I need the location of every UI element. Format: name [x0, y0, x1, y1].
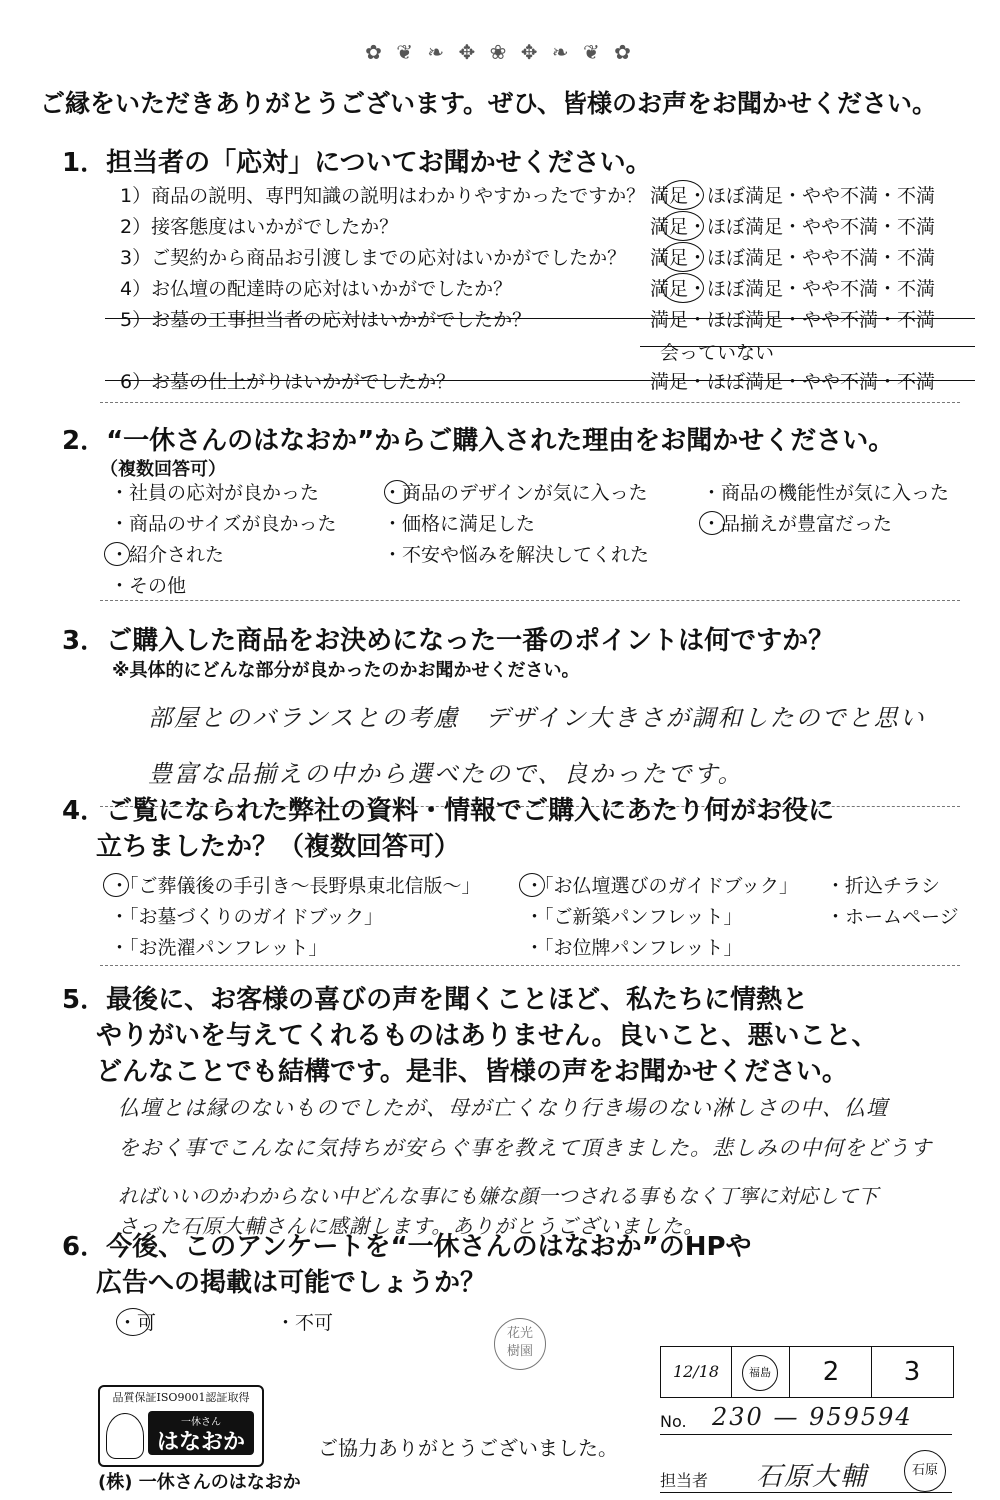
- intro-text: ご縁をいただきありがとうございます。ぜひ、皆様のお声をお聞かせください。: [40, 89, 938, 118]
- q2-option-5: ・価格に満足した: [383, 513, 536, 535]
- monk-mascot-icon: [106, 1413, 144, 1459]
- q5-title-line-2: やりがいを与えてくれるものはありません。良いこと、悪いこと、: [96, 1021, 878, 1051]
- q1-item-3: 3）ご契約から商品お引渡しまでの応対はいかがでしたか？: [120, 247, 627, 269]
- q1-strike-5: [105, 318, 975, 319]
- q2-title: 2．“一休さんのはなおか”からご購入された理由をお聞かせください。: [62, 426, 895, 456]
- q1-rating-6: 満足・ほぼ満足・やや不満・不満: [650, 371, 936, 393]
- q4-option-1: ・「ご葬儀後の手引き～長野県東北信版～」: [110, 875, 481, 897]
- q1-item-1: 1）商品の説明、専門知識の説明はわかりやすかったですか？: [120, 185, 646, 207]
- q1-answer-circle-2: [662, 211, 704, 241]
- q2-option-4: ・商品のサイズが良かった: [110, 513, 337, 535]
- q3-note: ※具体的にどんな部分が良かったのかお聞かせください。: [112, 660, 580, 681]
- q4-option-3: ・折込チラシ: [826, 875, 941, 897]
- logo-small-text: 一休さん: [181, 1417, 221, 1428]
- q5-answer-line-4: さった石原大輔さんに感謝します。ありがとうございました。: [118, 1214, 705, 1238]
- q3-answer-line-2: 豊富な品揃えの中から選べたので、良かったです。: [148, 760, 744, 788]
- q6-option-yes: ・可: [118, 1312, 157, 1334]
- q4-option-7: ・「お洗濯パンフレット」: [110, 937, 328, 959]
- record-no-value: 230 — 959594: [712, 1403, 913, 1431]
- record-cell-2: 3: [871, 1347, 952, 1397]
- record-seal: 福島: [742, 1355, 778, 1391]
- q6-answer-circle-yes: [116, 1308, 150, 1336]
- q1-not-met-note: 会っていない: [660, 342, 775, 364]
- q4-option-5: ・「ご新築パンフレット」: [525, 906, 743, 928]
- q5-title-line-3: どんなことでも結構です。是非、皆様の声をお聞かせください。: [96, 1057, 848, 1087]
- divider-1: [100, 402, 960, 403]
- q1-rating-2: 満足・ほぼ満足・やや不満・不満: [650, 216, 936, 238]
- q1-rating-5: 満足・ほぼ満足・やや不満・不満: [650, 309, 936, 331]
- q1-rating-4: 満足・ほぼ満足・やや不満・不満: [650, 278, 936, 300]
- q2-note: （複数回答可）: [100, 459, 226, 480]
- staff-underline: [660, 1492, 952, 1493]
- staff-label: 担当者: [660, 1471, 709, 1490]
- q6-title-line-2: 広告への掲載は可能でしょうか？: [96, 1268, 487, 1298]
- q3-answer-line-1: 部屋とのバランスとの考慮 デザイン大きさが調和したのでと思い: [148, 704, 926, 732]
- store-stamp: 花光 樹園: [494, 1318, 546, 1370]
- q2-option-1: ・社員の応対が良かった: [110, 482, 320, 504]
- q2-answer-circle-variety: [699, 511, 725, 535]
- q1-rating-1: 満足・ほぼ満足・やや不満・不満: [650, 185, 936, 207]
- company-logo: [98, 1385, 264, 1467]
- q4-option-4: ・「お墓づくりのガイドブック」: [110, 906, 384, 928]
- q1-strike-6: [105, 380, 975, 381]
- staff-seal: 石原: [904, 1450, 946, 1492]
- q4-option-6: ・ホームページ: [826, 906, 959, 928]
- q4-title-line-2: 立ちましたか？（複数回答可）: [96, 832, 461, 862]
- logo-main-text: はなおか: [156, 1430, 245, 1455]
- divider-2: [100, 600, 960, 601]
- q1-answer-circle-1: [662, 180, 704, 210]
- q4-answer-circle-butsudan-guide: [519, 873, 545, 897]
- record-box: [660, 1346, 954, 1398]
- q5-answer-line-1: 仏壇とは縁のないものでしたが、母が亡くなり行き場のない淋しさの中、仏壇: [118, 1096, 888, 1120]
- q2-option-8: ・不安や悩みを解決してくれた: [383, 544, 650, 566]
- q4-option-8: ・「お位牌パンフレット」: [525, 937, 743, 959]
- q4-title-line-1: 4．ご覧になられた弊社の資料・情報でご購入にあたり何がお役に: [62, 796, 835, 826]
- q2-answer-circle-design: [384, 480, 410, 504]
- q1-item-6: 6）お墓の仕上がりはいかがでしたか？: [120, 371, 456, 393]
- q2-option-6: ・品揃えが豊富だった: [702, 513, 893, 535]
- footer-thanks: ご協力ありがとうございました。: [318, 1436, 618, 1460]
- record-cell-1: 2: [789, 1347, 872, 1397]
- record-seal-cell: [731, 1347, 790, 1397]
- q1-item-2: 2）接客態度はいかがでしたか？: [120, 216, 399, 238]
- footer-company: (株) 一休さんのはなおか: [98, 1472, 301, 1493]
- q4-answer-circle-funeral-guide: [103, 873, 129, 897]
- q6-title-line-1: 6．今後、このアンケートを“一休さんのはなおか”のHPや: [62, 1232, 752, 1262]
- q2-option-7: ・紹介された: [110, 544, 225, 566]
- q5-answer-line-2: をおく事でこんなに気持ちが安らぐ事を教えて頂きました。悲しみの中何をどうす: [118, 1136, 932, 1160]
- record-no-label: No.: [660, 1412, 687, 1431]
- q4-option-2: ・「お仏壇選びのガイドブック」: [525, 875, 799, 897]
- q1-answer-circle-3: [662, 242, 704, 272]
- header-ornament: ✿ ❦ ❧ ✥ ❀ ✥ ❧ ❦ ✿: [365, 40, 635, 64]
- q6-option-no: ・不可: [276, 1312, 334, 1334]
- q1-title: 1．担当者の「応対」についてお聞かせください。: [62, 148, 652, 178]
- q1-answer-circle-4: [662, 273, 704, 303]
- staff-name: 石原大輔: [756, 1462, 869, 1492]
- q3-title: 3．ご購入した商品をお決めになった一番のポイントは何ですか？: [62, 626, 835, 656]
- divider-4: [100, 965, 960, 966]
- logo-badge: [148, 1411, 254, 1455]
- q1-rating-3: 満足・ほぼ満足・やや不満・不満: [650, 247, 936, 269]
- q2-option-3: ・商品の機能性が気に入った: [702, 482, 950, 504]
- q5-title-line-1: 5．最後に、お客様の喜びの声を聞くことほど、私たちに情熱と: [62, 985, 809, 1015]
- q1-strike-note: [640, 346, 975, 347]
- q5-answer-line-3: ればいいのかわからない中どんな事にも嫌な顔一つされる事もなく丁寧に対応して下: [118, 1184, 878, 1208]
- iso-label: 品質保証ISO9001認証取得: [112, 1391, 250, 1404]
- q2-option-2: ・商品のデザインが気に入った: [383, 482, 648, 504]
- record-date: 12/18: [672, 1362, 720, 1381]
- q1-item-5: 5）お墓の工事担当者の応対はいかがでしたか？: [120, 309, 532, 331]
- q1-item-4: 4）お仏壇の配達時の応対はいかがでしたか？: [120, 278, 513, 300]
- q2-option-9: ・その他: [110, 575, 187, 597]
- q2-answer-circle-referral: [104, 542, 130, 566]
- record-no-underline: [660, 1434, 952, 1435]
